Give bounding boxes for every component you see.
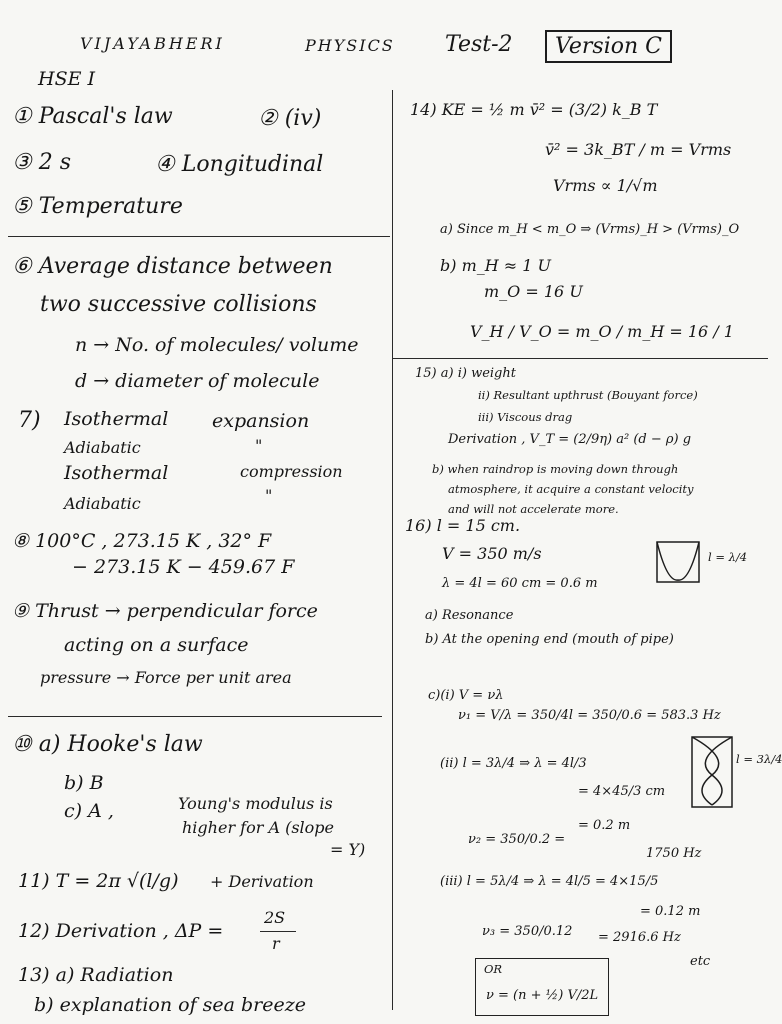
answer-2: ② (iv) <box>258 106 322 131</box>
header-name: VIJAYABHERI <box>80 34 225 53</box>
answer-16c-line2: ν₁ = V/λ = 350/4l = 350/0.6 = 583.3 Hz <box>458 708 721 723</box>
answer-16-etc: etc <box>690 954 711 969</box>
answer-16c-line8: = 0.12 m <box>640 904 701 919</box>
answer-4: ④ Longitudinal <box>155 152 324 177</box>
answer-13-line2: b) explanation of sea breeze <box>34 994 306 1016</box>
header-subject: PHYSICS <box>305 36 395 55</box>
formula-box-or: OR <box>484 962 503 976</box>
answer-15-line7: and will not accelerate more. <box>448 502 619 516</box>
pipe-sketch-label-1: l = λ/4 <box>708 550 748 564</box>
header-class: HSE I <box>38 68 95 90</box>
answer-7-row1-b: expansion <box>212 410 310 432</box>
answer-9-line1: ⑨ Thrust → perpendicular force <box>12 600 318 622</box>
answer-14b-line3: V_H / V_O = m_O / m_H = 16 / 1 <box>470 322 734 341</box>
answer-10a: ⑩ a) Hooke's law <box>12 732 203 757</box>
answer-9-line3: pressure → Force per unit area <box>40 668 292 687</box>
answer-10c-note2: higher for A (slope <box>182 818 335 837</box>
answer-3: ③ 2 s <box>12 150 71 175</box>
answer-16c-line6: ν₂ = 350/0.2 = <box>468 832 566 847</box>
answer-7-row2-b: " <box>255 436 263 455</box>
answer-15-line4: Derivation , V_T = (2/9η) a² (d − ρ) g <box>448 432 692 447</box>
answer-5: ⑤ Temperature <box>12 194 183 219</box>
answer-7-row3-a: Isothermal <box>64 462 169 484</box>
answer-12-denominator: r <box>272 934 280 953</box>
pipe-sketch-label-2: l = 3λ/4 <box>736 752 782 766</box>
answer-7-row3-b: compression <box>240 462 343 481</box>
answer-14-line1: 14) KE = ½ m v̄² = (3/2) k_B T <box>410 100 658 119</box>
answer-16c-line1: c)(i) V = νλ <box>428 688 504 703</box>
pipe-sketch-three-quarter-wave <box>690 735 738 811</box>
answer-10c-note1: Young's modulus is <box>178 794 333 813</box>
answer-11-note: + Derivation <box>210 872 314 891</box>
header-test: Test-2 <box>445 32 513 57</box>
answer-16a: a) Resonance <box>425 608 514 623</box>
answer-14b-line1: b) m_H ≈ 1 U <box>440 256 552 275</box>
answer-7-row4-b: " <box>265 486 273 505</box>
answer-16b: b) At the opening end (mouth of pipe) <box>425 632 674 647</box>
answer-7-row2-a: Adiabatic <box>64 438 141 457</box>
answer-14a: a) Since m_H < m_O ⇒ (Vrms)_H > (Vrms)_O <box>440 222 740 237</box>
answer-6-line3: n → No. of molecules/ volume <box>75 334 359 356</box>
answer-12-numerator: 2S <box>264 908 286 927</box>
formula-box-formula: ν = (n + ½) V/2L <box>486 988 599 1003</box>
answer-10c: c) A , <box>64 800 114 822</box>
answer-7-row4-a: Adiabatic <box>64 494 141 513</box>
answer-16-line3: λ = 4l = 60 cm = 0.6 m <box>442 576 598 591</box>
answer-15-line2: ii) Resultant upthrust (Bouyant force) <box>478 388 698 402</box>
pipe-sketch-quarter-wave <box>655 540 705 586</box>
answer-16-line2: V = 350 m/s <box>442 544 542 563</box>
answer-15-line3: iii) Viscous drag <box>478 410 573 424</box>
answer-7-row1-a: Isothermal <box>64 408 169 430</box>
answer-13-line1: 13) a) Radiation <box>18 964 174 986</box>
answer-6-line4: d → diameter of molecule <box>75 370 320 392</box>
answer-6-line1: ⑥ Average distance between <box>12 254 333 279</box>
answer-16c-line7: (iii) l = 5λ/4 ⇒ λ = 4l/5 = 4×15/5 <box>440 874 659 889</box>
answer-15-line5: b) when raindrop is moving down through <box>432 462 679 476</box>
section-rule-1 <box>8 236 390 237</box>
answer-16c-line6b: 1750 Hz <box>646 846 702 861</box>
answer-16c-line9b: = 2916.6 Hz <box>598 930 681 945</box>
answer-7-label: 7) <box>18 408 41 433</box>
answer-15-line1: 15) a) i) weight <box>415 366 516 381</box>
answer-16c-line4: = 4×45/3 cm <box>578 784 666 799</box>
answer-16-line1: 16) l = 15 cm. <box>405 516 521 535</box>
answer-12-fraction-bar <box>260 931 296 932</box>
answer-14-line3: Vrms ∝ 1/√m <box>553 176 658 195</box>
answer-11: 11) T = 2π √(l/g) <box>18 870 179 892</box>
answer-8-line1: ⑧ 100°C , 273.15 K , 32° F <box>12 530 272 552</box>
answer-15-line6: atmosphere, it acquire a constant velocity <box>448 482 694 496</box>
answer-12: 12) Derivation , ΔP = <box>18 920 224 942</box>
answer-6-line2: two successive collisions <box>40 292 317 317</box>
header-version-box: Version C <box>545 30 672 63</box>
answer-16c-line5: = 0.2 m <box>578 818 631 833</box>
answer-16c-line9: ν₃ = 350/0.12 <box>482 924 573 939</box>
answer-10b: b) B <box>64 772 104 794</box>
column-divider <box>392 90 393 1010</box>
answer-8-line2: − 273.15 K − 459.67 F <box>72 556 295 578</box>
section-rule-2 <box>8 716 382 717</box>
answer-9-line2: acting on a surface <box>64 634 249 656</box>
section-rule-3 <box>393 358 768 359</box>
answer-16c-line3: (ii) l = 3λ/4 ⇒ λ = 4l/3 <box>440 756 587 771</box>
answer-14b-line2: m_O = 16 U <box>484 282 583 301</box>
answer-10c-note3: = Y) <box>330 840 366 859</box>
answer-14-line2: v̄² = 3k_BT / m = Vrms <box>545 140 732 159</box>
answer-1: ① Pascal's law <box>12 104 173 129</box>
